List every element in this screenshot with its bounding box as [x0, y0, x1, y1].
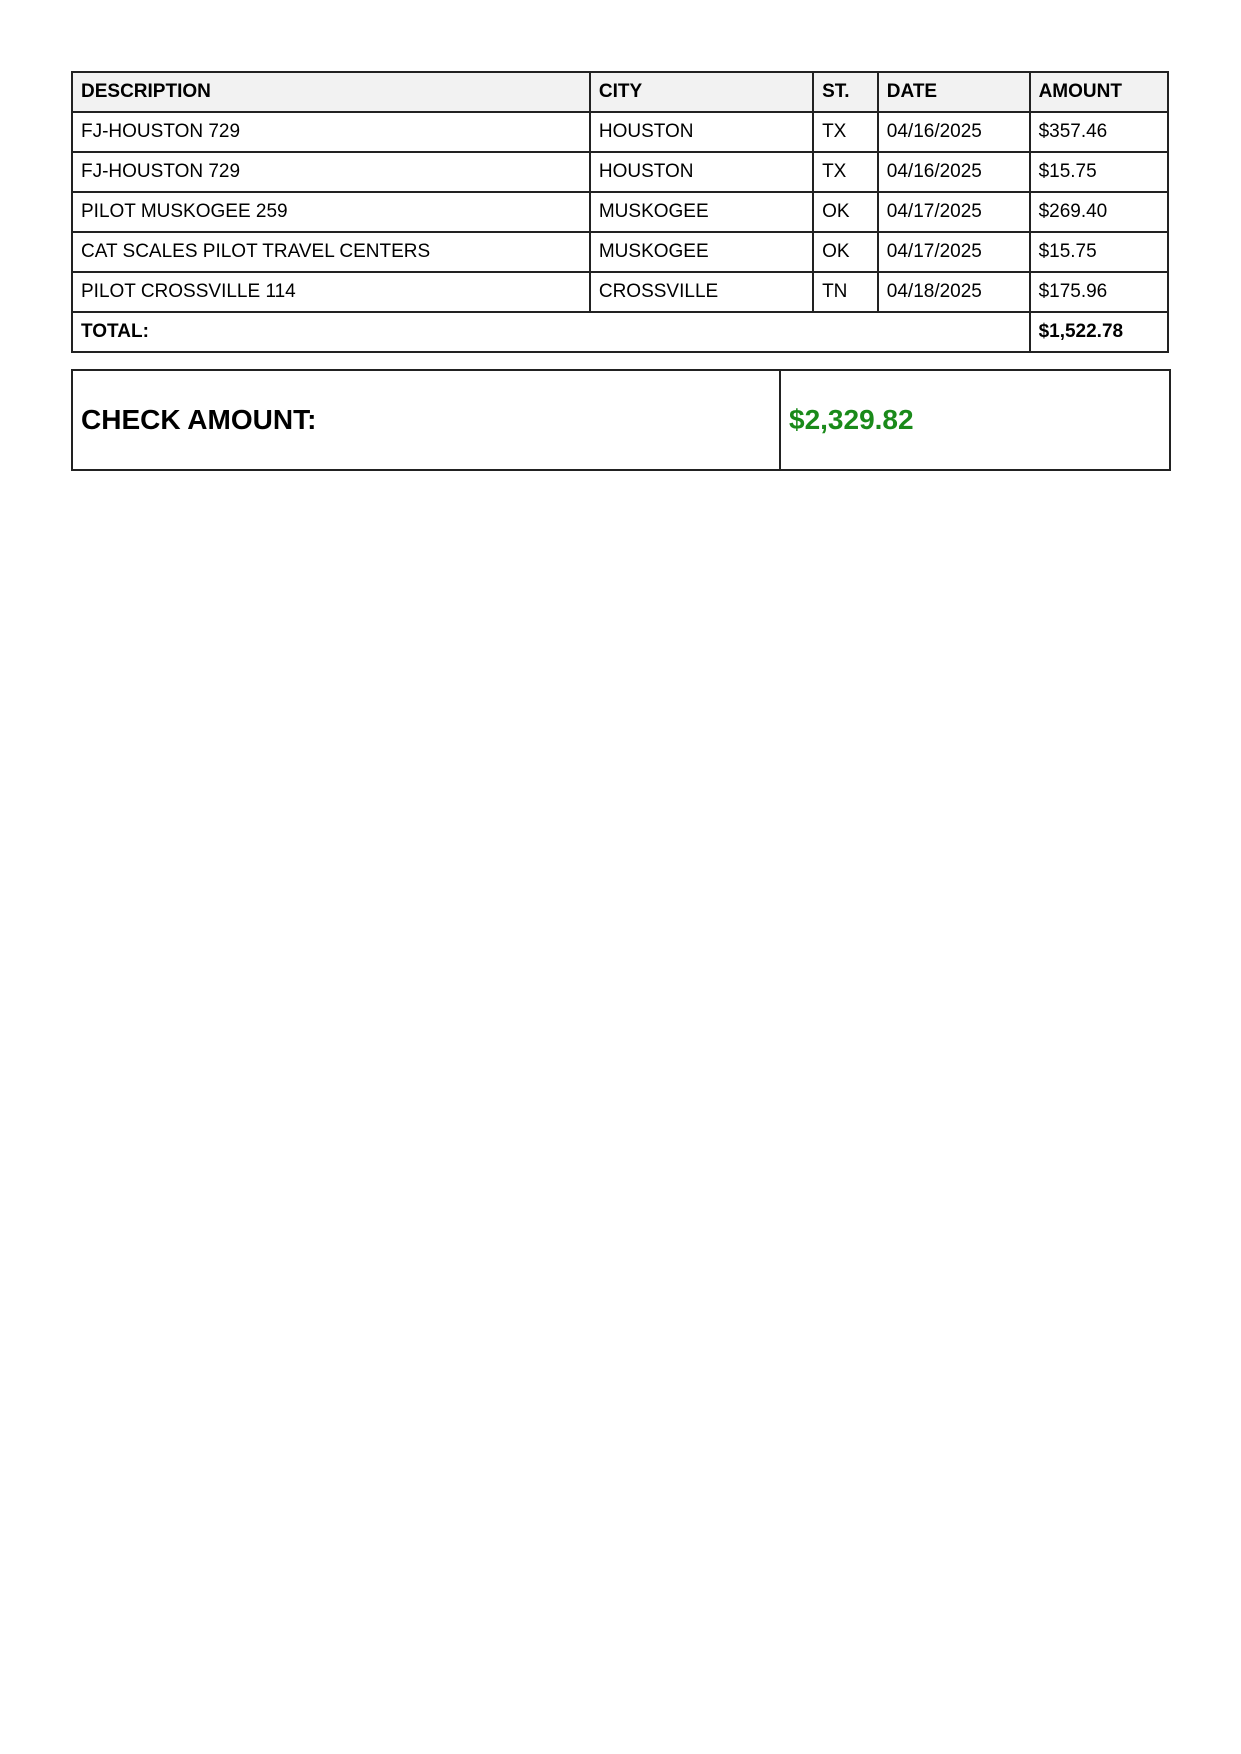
cell-date: 04/18/2025: [878, 272, 1030, 312]
cell-city: HOUSTON: [590, 112, 813, 152]
document-page: [71, 71, 1169, 471]
cell-date: 04/16/2025: [878, 112, 1030, 152]
table-row: [72, 272, 1168, 312]
table-header-row: [72, 72, 1168, 112]
table-row: [72, 232, 1168, 272]
cell-description: FJ-HOUSTON 729: [72, 112, 590, 152]
cell-description: FJ-HOUSTON 729: [72, 152, 590, 192]
cell-state: OK: [813, 192, 878, 232]
cell-description: CAT SCALES PILOT TRAVEL CENTERS: [72, 232, 590, 272]
total-label: TOTAL:: [72, 312, 1030, 352]
cell-amount: $175.96: [1030, 272, 1168, 312]
cell-city: MUSKOGEE: [590, 232, 813, 272]
check-amount-row: [72, 370, 1170, 470]
cell-date: 04/17/2025: [878, 192, 1030, 232]
column-header-city: CITY: [590, 72, 813, 112]
cell-state: TN: [813, 272, 878, 312]
cell-amount: $15.75: [1030, 232, 1168, 272]
cell-description: PILOT MUSKOGEE 259: [72, 192, 590, 232]
table-row: [72, 192, 1168, 232]
table-row: [72, 112, 1168, 152]
check-amount-table: [71, 369, 1171, 471]
column-header-state: ST.: [813, 72, 878, 112]
cell-amount: $15.75: [1030, 152, 1168, 192]
total-value: $1,522.78: [1030, 312, 1168, 352]
column-header-description: DESCRIPTION: [72, 72, 590, 112]
cell-amount: $357.46: [1030, 112, 1168, 152]
cell-city: MUSKOGEE: [590, 192, 813, 232]
table-row: [72, 152, 1168, 192]
cell-state: OK: [813, 232, 878, 272]
total-row: [72, 312, 1168, 352]
cell-date: 04/16/2025: [878, 152, 1030, 192]
fuel-transactions-table: [71, 71, 1169, 353]
cell-description: PILOT CROSSVILLE 114: [72, 272, 590, 312]
column-header-amount: AMOUNT: [1030, 72, 1168, 112]
cell-city: HOUSTON: [590, 152, 813, 192]
column-header-date: DATE: [878, 72, 1030, 112]
cell-date: 04/17/2025: [878, 232, 1030, 272]
check-amount-label: CHECK AMOUNT:: [72, 370, 780, 470]
cell-amount: $269.40: [1030, 192, 1168, 232]
cell-state: TX: [813, 112, 878, 152]
cell-state: TX: [813, 152, 878, 192]
check-amount-value: $2,329.82: [780, 370, 1170, 470]
cell-city: CROSSVILLE: [590, 272, 813, 312]
